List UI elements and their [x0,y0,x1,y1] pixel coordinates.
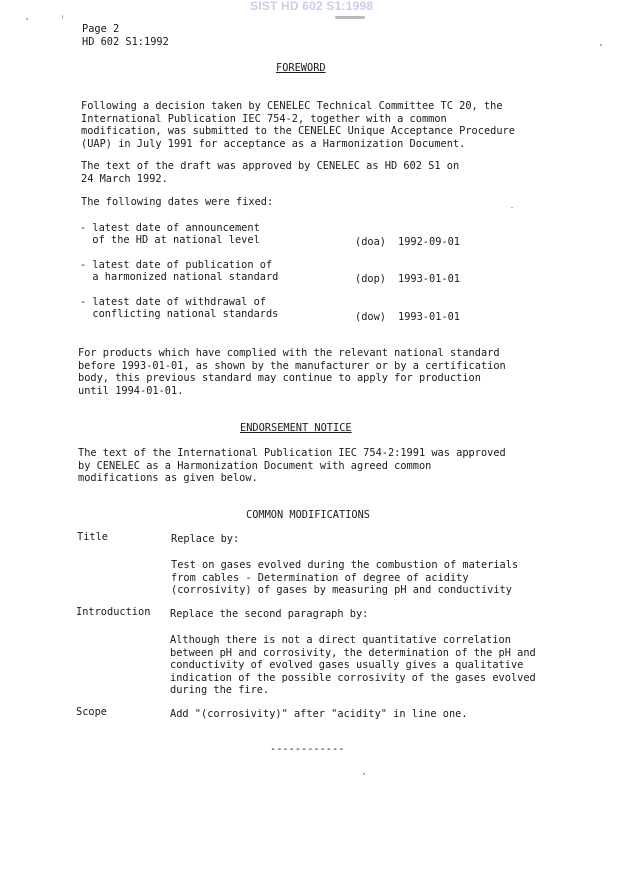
date-code-doa: (doa) [355,236,386,248]
scan-speck [62,15,63,19]
text-line: during the fire. [170,684,270,697]
endorsement-heading: ENDORSEMENT NOTICE [240,422,352,434]
introduction-label: Introduction [76,606,151,618]
scope-label: Scope [76,706,107,718]
text-line: Test on gases evolved during the combustion of materials [171,559,519,571]
text-line: by CENELEC as a Harmonization Document with agreed common [78,459,432,472]
text-line: International Publication IEC 754-2, together with a common [81,112,447,125]
date-item-doa-line2: of the HD at national level [80,234,260,246]
text-line: modification, was submitted to the CENELEC Unique Acceptance Procedure [81,125,515,138]
page-number: Page 2 [82,23,120,35]
scope-text: Add "(corrosivity)" after "acidity" in line one. [170,708,468,720]
scan-smudge [335,16,365,19]
title-instruction: Replace by: [171,533,240,545]
dates-intro: The following dates were fixed: [81,196,274,208]
replacement-title-text [171,559,551,597]
date-item-dow-line2: conflicting national standards [80,308,279,320]
scan-speck [511,207,513,208]
text-line: before 1993-01-01, as shown by the manufacturer or by a certification [78,359,506,372]
scan-speck [363,773,365,775]
introduction-instruction: Replace the second paragraph by: [170,608,369,620]
text-line: from cables - Determination of degree of acidity [171,571,469,584]
text-line: For products which have complied with the relevant national standard [78,347,500,359]
date-item-dop-line1: - latest date of publication of [80,259,273,271]
text-line: (UAP) in July 1991 for acceptance as a Harmonization Document. [81,137,466,150]
text-line: indication of the possible corrosivity of the gases evolved [170,671,536,684]
scan-speck [600,44,602,46]
date-value-dop: 1993-01-01 [398,273,460,285]
date-item-dop-line2: a harmonized national standard [80,271,279,283]
text-line: conductivity of evolved gases usually gives a qualitative [170,659,524,672]
date-item-dow-line1: - latest date of withdrawal of [80,296,266,308]
endorsement-paragraph [78,447,538,485]
document-reference: HD 602 S1:1992 [82,36,169,48]
date-value-doa: 1992-09-01 [398,236,460,248]
date-value-dow: 1993-01-01 [398,311,460,323]
title-label: Title [77,531,108,543]
date-code-dow: (dow) [355,311,386,323]
text-line: modifications as given below. [78,472,258,485]
text-line: body, this previous standard may continue to apply for production [78,372,481,385]
text-line: The text of the draft was approved by CENELEC as HD 602 S1 on [81,160,460,172]
text-line: between pH and corrosivity, the determination of the pH and [170,646,536,659]
common-modifications-heading: COMMON MODIFICATIONS [246,509,370,521]
text-line: The text of the International Publication IEC 754-2:1991 was approved [78,447,506,459]
replacement-introduction-text [170,634,550,697]
foreword-paragraph-4 [78,347,538,397]
text-line: 24 March 1992. [81,172,168,185]
text-line: Although there is not a direct quantitative correlation [170,634,511,646]
text-line: Following a decision taken by CENELEC Technical Committee TC 20, the [81,100,503,112]
foreword-heading: FOREWORD [276,62,326,74]
foreword-paragraph-1 [81,100,551,150]
text-line: until 1994-01-01. [78,384,184,397]
scan-speck [26,18,28,20]
footer-separator: ------------ [270,743,345,755]
foreword-paragraph-2 [81,160,551,185]
date-code-dop: (dop) [355,273,386,285]
watermark: SIST HD 602 S1:1998 [250,0,374,13]
text-line: (corrosivity) of gases by measuring pH and conductivity [171,584,512,597]
date-item-doa-line1: - latest date of announcement [80,222,260,234]
